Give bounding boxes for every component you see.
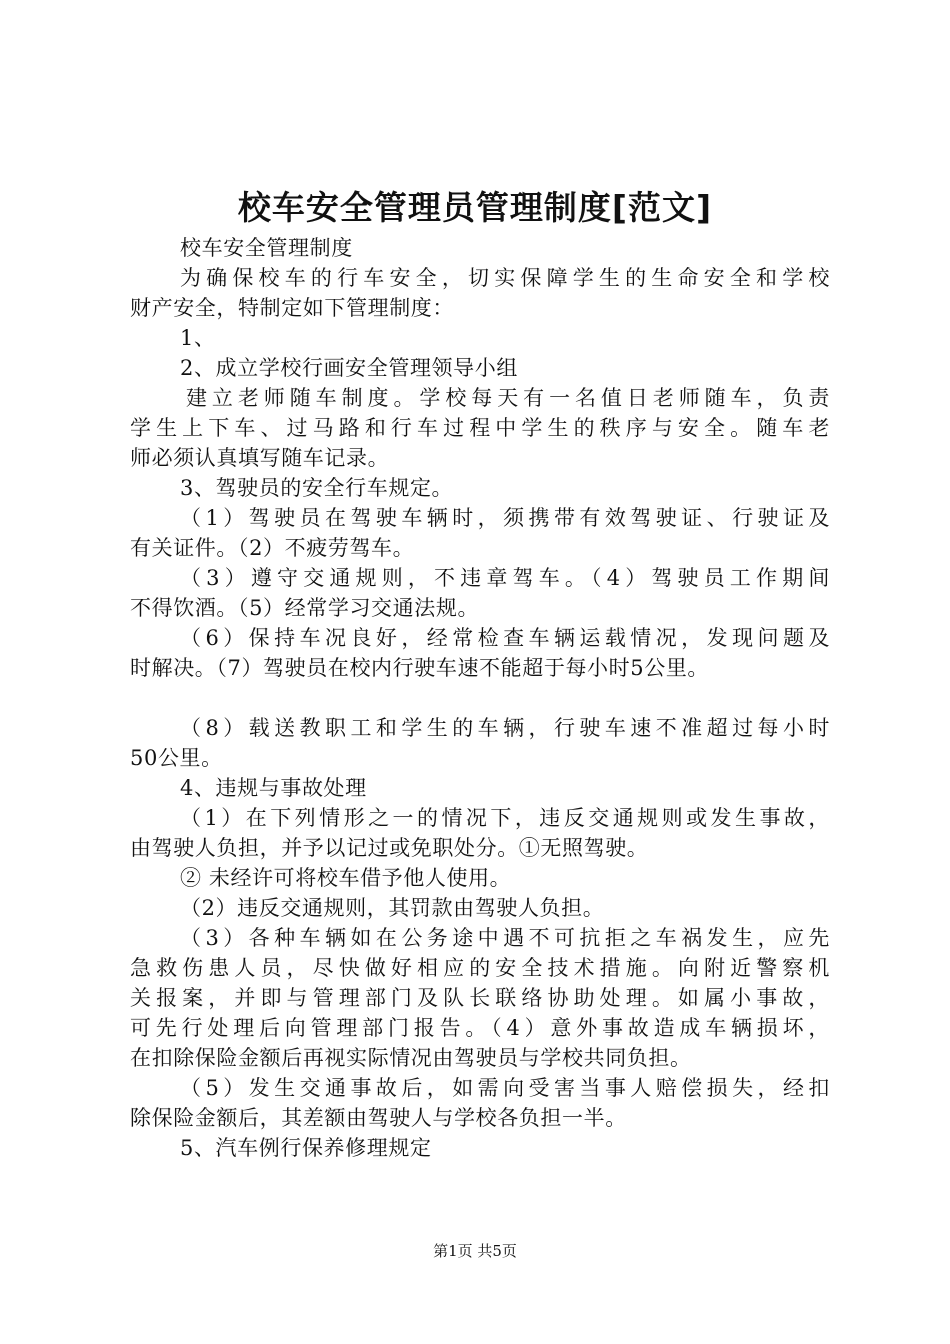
paragraph-line: 在扣除保险金额后再视实际情况由驾驶员与学校共同负担。 <box>130 1046 692 1070</box>
paragraph-line: ② 未经许可将校车借予他人使用。 <box>180 866 512 890</box>
paragraph-line: 除保险金额后，其差额由驾驶人与学校各负担一半。 <box>130 1106 627 1130</box>
paragraph-line: （5）发生交通事故后，如需向受害当事人赔偿损失，经扣 <box>180 1076 830 1100</box>
paragraph-line: 可先行处理后向管理部门报告。（4）意外事故造成车辆损坏， <box>130 1016 830 1040</box>
paragraph-line: 不得饮酒。（5）经常学习交通法规。 <box>130 596 480 620</box>
paragraph-line: （1）在下列情形之一的情况下，违反交通规则或发生事故， <box>180 806 830 830</box>
paragraph-line: 为确保校车的行车安全，切实保障学生的生命安全和学校 <box>180 266 830 290</box>
paragraph-line: 2、成立学校行画安全管理领导小组 <box>180 356 518 380</box>
paragraph-line: （3）各种车辆如在公务途中遇不可抗拒之车祸发生，应先 <box>180 926 830 950</box>
paragraph-line: 学生上下车、过马路和行车过程中学生的秩序与安全。随车老 <box>130 416 830 440</box>
paragraph-line: （8）载送教职工和学生的车辆，行驶车速不准超过每小时 <box>180 716 830 740</box>
paragraph-line: 师必须认真填写随车记录。 <box>130 446 390 470</box>
paragraph-line: 校车安全管理制度 <box>180 236 353 260</box>
blank-line <box>130 683 830 713</box>
paragraph-line: 急救伤患人员，尽快做好相应的安全技术措施。向附近警察机 <box>130 956 830 980</box>
paragraph-line: 时解决。（7）驾驶员在校内行驶车速不能超于每小时5公里。 <box>130 656 710 680</box>
paragraph-line: 3、驾驶员的安全行车规定。 <box>180 476 454 500</box>
paragraph-line: 关报案，并即与管理部门及队长联络协助处理。如属小事故， <box>130 986 830 1010</box>
page-footer: 第1页 共5页 <box>433 1242 517 1260</box>
document-title: 校车安全管理员管理制度[范文] <box>237 188 713 227</box>
paragraph-line: 由驾驶人负担，并予以记过或免职处分。①无照驾驶。 <box>130 836 649 860</box>
paragraph-line: （1）驾驶员在驾驶车辆时，须携带有效驾驶证、行驶证及 <box>180 506 830 530</box>
document-body <box>130 233 830 1163</box>
paragraph-line: （6）保持车况良好，经常检查车辆运载情况，发现问题及 <box>180 626 830 650</box>
paragraph-line: （2）违反交通规则，其罚款由驾驶人负担。 <box>180 896 605 920</box>
paragraph-line: 建立老师随车制度。学校每天有一名值日老师随车，负责 <box>186 386 830 410</box>
paragraph-line: 财产安全，特制定如下管理制度： <box>130 296 454 320</box>
paragraph-line: （3）遵守交通规则，不违章驾车。（4）驾驶员工作期间 <box>180 566 830 590</box>
paragraph-line: 有关证件。（2）不疲劳驾车。 <box>130 536 415 560</box>
paragraph-line: 4、违规与事故处理 <box>180 776 367 800</box>
paragraph-line: 1、 <box>180 326 216 350</box>
paragraph-line: 5、汽车例行保养修理规定 <box>180 1136 432 1160</box>
paragraph-line: 50公里。 <box>130 746 223 770</box>
